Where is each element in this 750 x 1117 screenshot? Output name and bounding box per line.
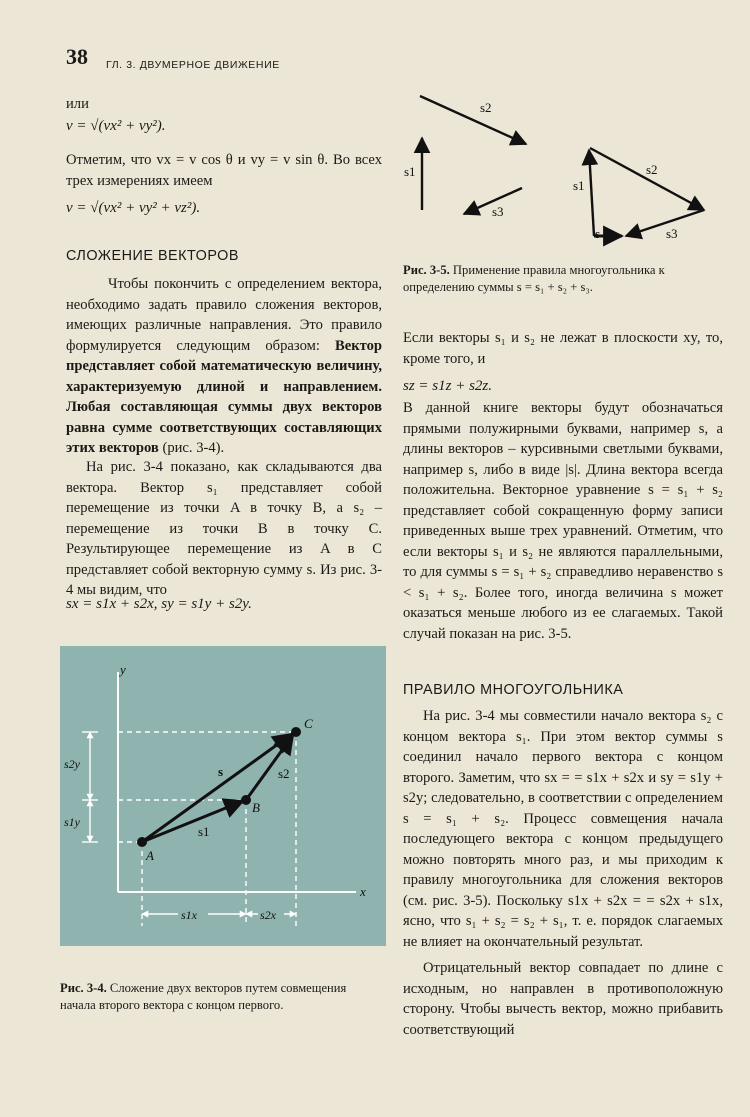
separate-vector-s2 <box>420 96 526 144</box>
paragraph-negative-vector: Отрицательный вектор совпадает по длине с исходным, но направлен в противоположную сторону. Чтобы вычесть вектор, можно прибавить соответствующий <box>403 960 723 1038</box>
label-s2: s2 <box>278 766 290 781</box>
figure-3-5-caption-label: Рис. 3-5. <box>403 263 450 277</box>
polygon-vector-s1 <box>589 150 594 236</box>
figure-3-4-caption <box>60 980 384 1013</box>
label-polygon-s: s <box>595 226 601 241</box>
paragraph-addition-rule-bold: Вектор представляет собой математическую величину, характеризуемую длиной и направлением. Любая составляющая суммы двух векторов равна сумме соответствующих составляющих этих векторов <box>66 337 382 456</box>
figure-3-4-diagram <box>60 646 386 946</box>
equation-components: sx = s1x + s2x, sy = s1y + s2y. <box>66 596 252 612</box>
figure-3-4-caption-label: Рис. 3-4. <box>60 981 107 995</box>
paragraph-addition-rule-plain: Чтобы покончить с определением вектора, необходимо задать правило сложения векторов, имеющих различные направления. Это правило формулируется следующим образом: <box>66 276 382 354</box>
paragraph-addition-rule-end: (рис. 3-4). <box>158 440 225 456</box>
label-a: A <box>146 848 154 863</box>
y-axis-label: y <box>120 662 126 677</box>
polygon-vector-s2 <box>590 148 704 210</box>
point-a <box>137 837 147 847</box>
polygon-vector-s3 <box>626 210 704 236</box>
x-axis-label: x <box>360 884 366 899</box>
label-s1: s1 <box>198 824 210 839</box>
equation-v-2d: v = √(vx² + vy²). <box>66 118 166 134</box>
figure-3-5-caption <box>403 262 723 295</box>
paragraph-nonplanar: Если векторы s₁ и s₂ не лежат в плоскости xy, то, кроме того, и <box>403 330 723 367</box>
paragraph-addition-rule <box>66 274 382 459</box>
label-s2x: s2x <box>260 908 276 922</box>
figure-3-5-caption-text: Применение правила многоугольника к определению суммы s = s₁ + s₂ + s₃. <box>403 263 665 294</box>
label-separate-s2: s2 <box>480 100 492 115</box>
paragraph-notation: В данной книге векторы будут обозначаться прямыми полужирными буквами, например s, а длины векторов – курсивными светлыми буквами, например s, либо в виде |s|. Длина вектора всегда положительна. Векторное уравнение s = s₁ + s₂ представляет собой сокращенную форму записи приведенных выше трех уравнений. Отметим, что если векторы s₁ и s₂ не являются параллельными, то для суммы s = s₁ + s₂ справедливо неравенство s < s₁ + s₂. Более того, иногда величина s может оказаться меньше любого из ее слагаемых. Такой случай показан на рис. 3-5. <box>403 400 723 642</box>
page-number: 38 <box>66 44 88 69</box>
paragraph-figure-explanation: На рис. 3-4 показано, как складываются два вектора. Вектор s₁ представляет собой перемещение из точки A в точку B, а s₂ – перемещение из точки B в точку C. Результирующее перемещение из A в C представляет собой векторную сумму s. Из рис. 3-4 мы видим, что <box>66 459 382 598</box>
paragraph-polygon-rule: На рис. 3-4 мы совместили начало вектора s₂ с концом вектора s₁. При этом вектор суммы s соединил начало первого вектора с концом второго. Заметим, что sx = = s1x + s2x и sy = s1y + s2y; следовательно, в соответствии с определением s = s₁ + s₂. Процесс совмещения начала последующего вектора с концом предыдущего можно повторять много раз, и мы приходим к правилу многоугольника для сложения векторов (см. рис. 3-5). Поскольку s1x + s2x = = s2x + s1x, ясно, что s₁ + s₂ = s₂ + s₁, т. е. порядок слагаемых не влияет на окончательный результат. <box>403 708 723 950</box>
running-head: ГЛ. 3. ДВУМЕРНОЕ ДВИЖЕНИЕ <box>106 59 280 71</box>
label-s2y: s2y <box>64 757 80 771</box>
label-polygon-s2: s2 <box>646 162 658 177</box>
section-heading-polygon-rule: ПРАВИЛО МНОГОУГОЛЬНИКА <box>403 682 624 698</box>
figure-3-5-diagram <box>398 88 728 256</box>
figure-3-4-caption-text: Сложение двух векторов путем совмещения начала второго вектора с концом первого. <box>60 981 347 1012</box>
label-s1y: s1y <box>64 815 80 829</box>
label-polygon-s3: s3 <box>666 226 678 241</box>
equation-v-3d: v = √(vx² + vy² + vz²). <box>66 200 201 216</box>
label-separate-s3: s3 <box>492 204 504 219</box>
point-c <box>291 727 301 737</box>
section-heading-vector-addition: СЛОЖЕНИЕ ВЕКТОРОВ <box>66 248 239 264</box>
point-b <box>241 795 251 805</box>
label-separate-s1: s1 <box>404 164 416 179</box>
label-s1x: s1x <box>181 908 197 922</box>
label-polygon-s1: s1 <box>573 178 585 193</box>
paragraph-note: Отметим, что vx = v cos θ и vy = v sin θ. Во всех трех измерениях имеем <box>66 152 382 189</box>
label-s: s <box>218 764 224 779</box>
equation-z: sz = s1z + s2z. <box>403 378 493 394</box>
word-or: или <box>66 96 89 112</box>
figure-background <box>60 646 386 946</box>
label-c: C <box>304 716 313 731</box>
label-b: B <box>252 800 260 815</box>
